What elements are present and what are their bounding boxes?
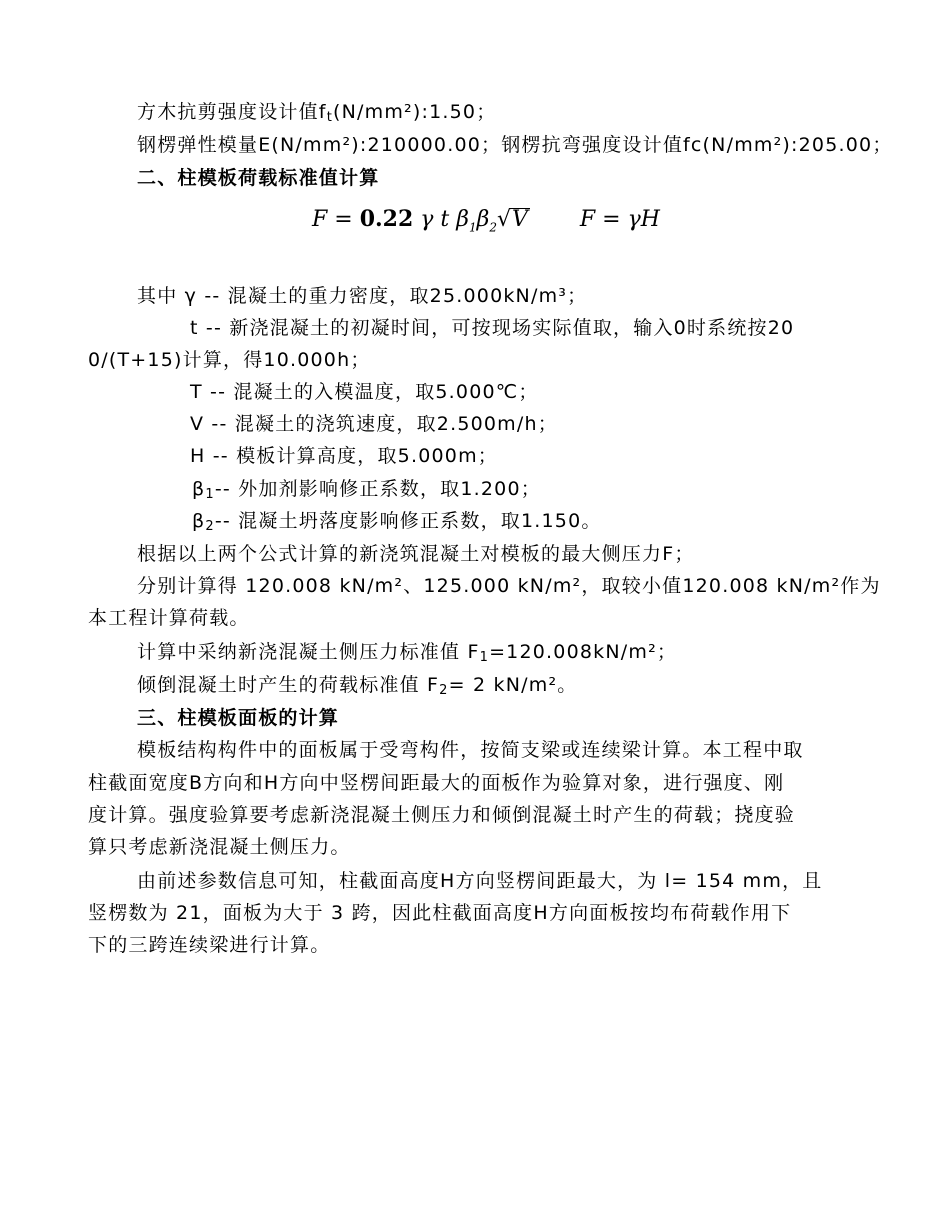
text-line: H -- 模板计算高度，取5.000m；	[190, 445, 498, 467]
text-line: 模板结构构件中的面板属于受弯构件，按简支梁或连续梁计算。本工程中取	[137, 739, 804, 761]
section-heading: 三、柱模板面板的计算	[137, 707, 340, 729]
text-line: 根据以上两个公式计算的新浇筑混凝土对模板的最大侧压力F；	[137, 543, 695, 565]
text-line: $\beta_2--$ 混凝土坍落度影响修正系数，取1.150。	[192, 510, 602, 534]
text-line: 倾倒混凝土时产生的荷载标准值 $F_2= 2$ kN/m²。	[137, 674, 578, 698]
text-line: 钢楞弹性模量E(N/mm²):210000.00；钢楞抗弯强度设计值fc(N/mm²):205.00；	[137, 134, 893, 156]
text-line: V -- 混凝土的浇筑速度，取2.500m/h；	[190, 413, 558, 435]
text-line: T -- 混凝土的入模温度，取5.000℃；	[190, 381, 539, 403]
text-line: 由前述参数信息可知，柱截面高度H方向竖楞间距最大，为 l= 154 mm，且	[137, 870, 823, 892]
text-line: 0/(T+15)计算，得10.000h；	[88, 349, 371, 371]
text-line: 分别计算得 120.008 kN/m²、125.000 kN/m²，取较小值120.008 kN/m²作为	[137, 575, 881, 597]
text-line: 柱截面宽度B方向和H方向中竖楞间距最大的面板作为验算对象，进行强度、刚	[88, 772, 785, 794]
text-line: 本工程计算荷载。	[88, 607, 250, 629]
text-line: 算只考虑新浇混凝土侧压力。	[88, 836, 351, 858]
text-line: 下的三跨连续梁进行计算。	[88, 934, 331, 956]
text-line: 度计算。强度验算要考虑新浇混凝土侧压力和倾倒混凝土时产生的荷载；挠度验	[88, 804, 796, 826]
text-line: t -- 新浇混凝土的初凝时间，可按现场实际值取，输入0时系统按20	[190, 317, 795, 339]
text-line: 竖楞数为 21，面板为大于 3 跨，因此柱截面高度H方向面板按均布荷载作用下	[88, 902, 792, 924]
text-line: 方木抗剪强度设计值$f_t(N/mm^2):1.50$；	[137, 101, 497, 125]
formula: F = 0.22 γ t $\beta_1\beta_2√V$ F = γH	[312, 206, 660, 235]
text-line: $\beta_1--$ 外加剂影响修正系数，取1.200；	[192, 478, 541, 502]
text-line: 计算中采纳新浇混凝土侧压力标准值 $F_1=120.008kN/m^2$；	[137, 641, 678, 665]
text-line: 其中 γ -- 混凝土的重力密度，取25.000kN/m³；	[137, 285, 588, 307]
section-heading: 二、柱模板荷载标准值计算	[137, 167, 380, 189]
